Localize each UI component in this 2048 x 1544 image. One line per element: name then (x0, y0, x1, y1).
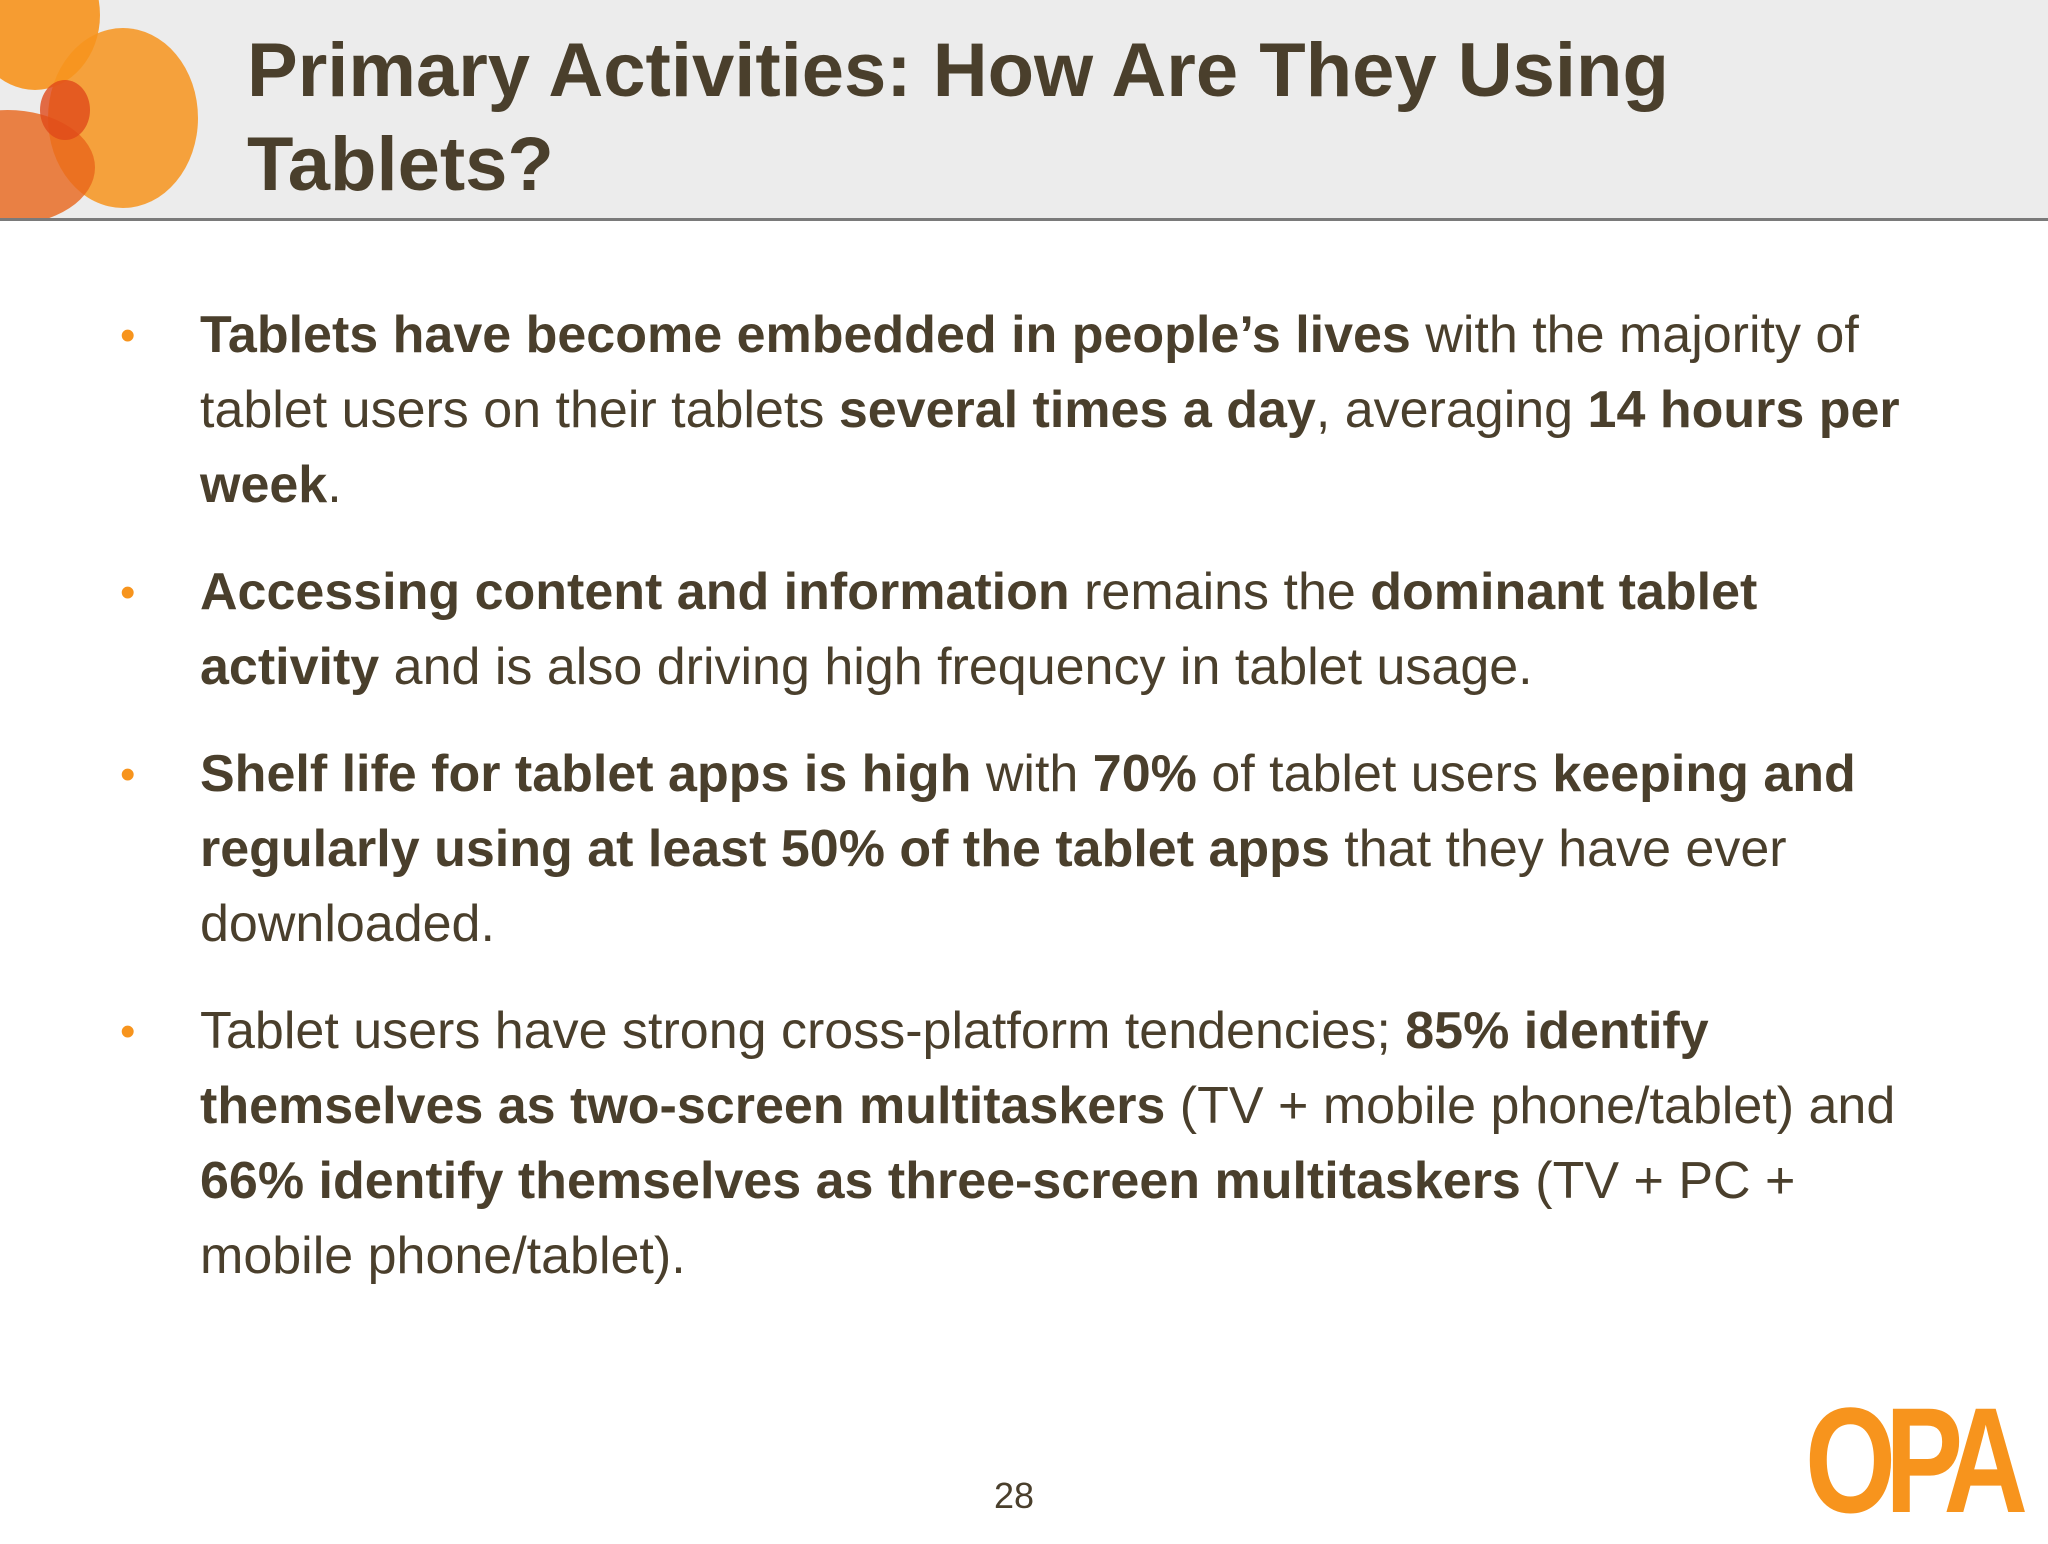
opa-logo: OPA (1805, 1376, 2018, 1544)
bullet-text: and is also driving high frequency in tablet usage. (379, 638, 1533, 696)
decorative-circles (0, 0, 220, 218)
bullet-dot-icon: • (120, 750, 136, 799)
bullet-dot-icon: • (120, 311, 136, 360)
bullet-text-bold: several times a day (838, 381, 1316, 439)
bullet-dot-icon: • (120, 1007, 136, 1056)
bullet-text: Tablet users have strong cross-platform tendencies; (200, 1002, 1406, 1060)
bullet-text: remains the (1069, 563, 1371, 621)
bullet-text: with the majority of tablet users on their tablets (200, 306, 1859, 439)
bullet-item (120, 298, 1920, 523)
bullet-text-bold: Accessing content and information (200, 563, 1070, 621)
bullet-text-bold: dominant tablet activity (200, 563, 1758, 696)
bullet-text-bold: 66% identify themselves as three-screen multitaskers (200, 1152, 1521, 1210)
bullet-text-bold: Shelf life for tablet apps is high (200, 745, 972, 803)
bullet-text: (TV + PC + mobile phone/tablet). (200, 1152, 1796, 1285)
bullet-text: . (327, 456, 342, 514)
bullet-text: with (971, 745, 1093, 803)
bullet-item (120, 737, 1920, 962)
bullet-text-bold: Tablets have become embedded in people’s lives (200, 306, 1411, 364)
bullet-text: (TV + mobile phone/tablet) and (1165, 1077, 1896, 1135)
slide-title: Primary Activities: How Are They Using Tablets? (247, 28, 1669, 207)
bullet-list (120, 298, 1920, 1326)
red-circle-decoration (40, 80, 90, 140)
bullet-text: , averaging (1315, 381, 1588, 439)
bullet-item (120, 555, 1920, 705)
bullet-dot-icon: • (120, 568, 136, 617)
slide-header (0, 0, 2048, 221)
bullet-text-bold: 14 hours per week (200, 381, 1900, 514)
page-number: 28 (994, 1475, 1035, 1516)
bullet-text-bold: 85% identify themselves as two-screen multitaskers (200, 1002, 1709, 1135)
bullet-text-bold: keeping and regularly using at least 50% of the tablet apps (200, 745, 1856, 878)
bullet-item (120, 994, 1920, 1294)
bullet-text: of tablet users (1196, 745, 1553, 803)
bullet-text: that they have ever downloaded. (200, 820, 1787, 953)
bullet-text-bold: 70% (1092, 745, 1197, 803)
